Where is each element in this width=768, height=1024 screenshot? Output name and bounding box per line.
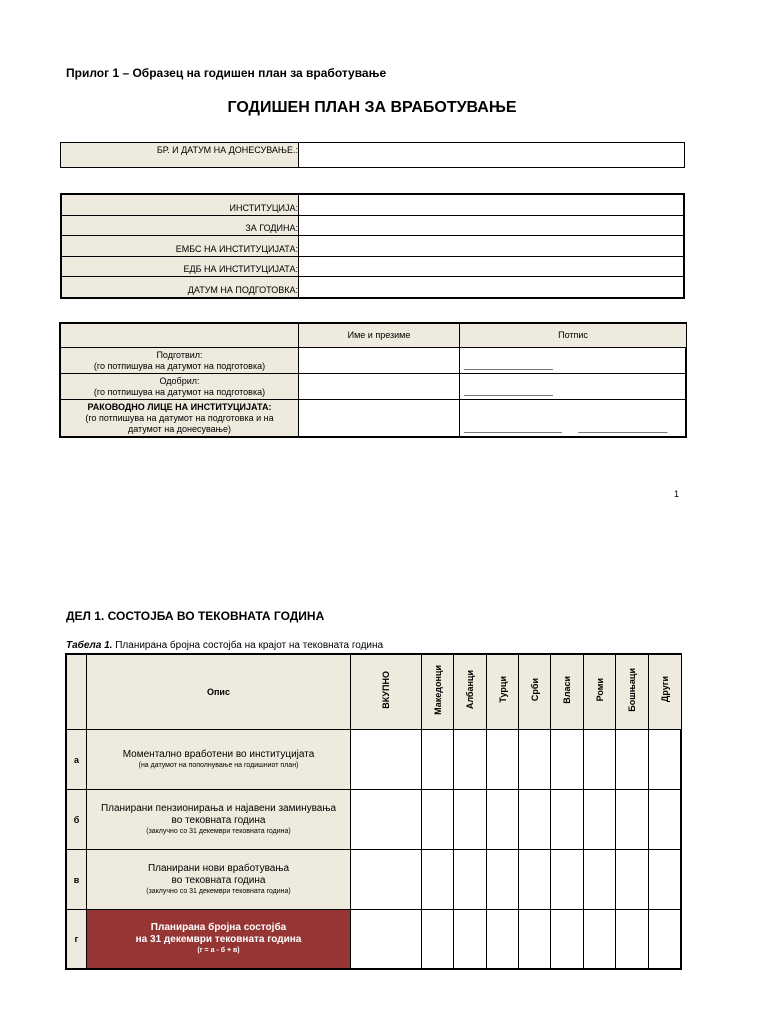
prepared-by-note: (го потпишува на датумот на подготовка) (93, 360, 266, 371)
prepared-by-name-field[interactable] (299, 348, 460, 374)
row-description (87, 850, 351, 910)
letter-header (67, 655, 87, 730)
row-letter: г (67, 910, 87, 969)
ethnic-cell[interactable] (551, 730, 584, 790)
ethnic-cell[interactable] (422, 790, 454, 850)
page-number: 1 (674, 489, 680, 499)
ethnic-cell[interactable] (551, 790, 584, 850)
col-ethnic-label: Турци (497, 676, 508, 703)
ethnic-cell[interactable] (649, 730, 682, 790)
row-description-note: (г = а - б + в) (197, 947, 240, 954)
edb-field[interactable] (299, 256, 685, 277)
ethnic-cell[interactable] (584, 730, 616, 790)
col-total-label: ВКУПНО (381, 670, 391, 709)
ethnic-cell[interactable] (487, 910, 519, 969)
col-ethnic-label: Роми (594, 677, 605, 702)
row-description-line: Моментално вработени во институцијата (122, 748, 315, 760)
ethnic-cell[interactable] (616, 850, 649, 910)
head-of-institution-label (61, 400, 299, 437)
total-cell[interactable] (351, 730, 422, 790)
approved-by-label (61, 374, 299, 400)
col-ethnic-label: Албанци (465, 669, 475, 710)
signature-line: ______________________ (464, 424, 562, 433)
ethnic-cell[interactable] (422, 730, 454, 790)
col-name-header: Име и презиме (299, 324, 460, 348)
table-row (67, 790, 682, 850)
ethnic-cell[interactable] (454, 730, 487, 790)
ethnic-cell[interactable] (422, 850, 454, 910)
table-caption-number: Табела 1. (66, 640, 113, 651)
col-ethnic-label: Власи (562, 675, 572, 704)
row-letter: а (67, 730, 87, 790)
row-description-line: во тековната година (171, 874, 266, 886)
col-ethnic-header (519, 655, 551, 730)
col-ethnic-label: Други (660, 676, 670, 703)
ethnic-cell[interactable] (616, 910, 649, 969)
head-signature-field[interactable] (460, 400, 687, 437)
prepared-by-signature-field[interactable] (460, 348, 687, 374)
signatures-table (60, 323, 687, 437)
ethnic-cell[interactable] (454, 910, 487, 969)
row-description-note: (заклучно со 31 декември тековната година) (146, 827, 291, 835)
ethnic-cell[interactable] (487, 730, 519, 790)
row-description-line: Планирана бројна состојба (150, 922, 287, 933)
table-caption (66, 640, 383, 651)
adoption-value-field[interactable] (299, 143, 685, 168)
ethnic-cell[interactable] (519, 790, 551, 850)
ethnic-cell[interactable] (454, 790, 487, 850)
edb-label: ЕДБ НА ИНСТИТУЦИЈАТА: (62, 256, 299, 277)
row-description (87, 790, 351, 850)
approved-by-signature-field[interactable] (460, 374, 687, 400)
section-title: ДЕЛ 1. СОСТОЈБА ВО ТЕКОВНАТА ГОДИНА (66, 609, 325, 623)
col-total-header (351, 655, 422, 730)
embs-label: ЕМБС НА ИНСТИТУЦИЈАТА: (62, 236, 299, 257)
col-ethnic-label: Македонци (432, 664, 443, 715)
table-row (67, 730, 682, 790)
annex-label: Прилог 1 – Образец на годишен план за вработување (66, 66, 387, 80)
ethnic-cell[interactable] (584, 790, 616, 850)
head-title: РАКОВОДНО ЛИЦЕ НА ИНСТИТУЦИЈАТА: (87, 401, 272, 412)
staffing-table (66, 654, 682, 969)
ethnic-cell[interactable] (519, 730, 551, 790)
col-ethnic-header (616, 655, 649, 730)
table-row (67, 850, 682, 910)
year-field[interactable] (299, 215, 685, 236)
col-ethnic-label: Бошњаци (627, 667, 637, 712)
ethnic-cell[interactable] (649, 910, 682, 969)
ethnic-cell[interactable] (454, 850, 487, 910)
ethnic-cell[interactable] (519, 910, 551, 969)
col-ethnic-header (454, 655, 487, 730)
table-row (67, 910, 682, 969)
col-ethnic-header (584, 655, 616, 730)
approved-by-title: Одобрил: (159, 375, 200, 386)
col-ethnic-header (551, 655, 584, 730)
ethnic-cell[interactable] (487, 790, 519, 850)
row-letter: б (67, 790, 87, 850)
preparation-date-field[interactable] (299, 277, 685, 298)
document-title: ГОДИШЕН ПЛАН ЗА ВРАБОТУВАЊЕ (227, 99, 517, 116)
row-description-highlight (87, 910, 351, 969)
year-label: ЗА ГОДИНА: (62, 215, 299, 236)
col-ethnic-label: Срби (529, 677, 540, 702)
ethnic-cell[interactable] (649, 850, 682, 910)
row-description-line: Планирани пензионирања и најавени заминувања (100, 802, 337, 814)
institution-table (61, 194, 685, 298)
row-description-line: во тековната година (171, 814, 266, 826)
ethnic-cell[interactable] (649, 790, 682, 850)
signature-line: ____________________ (464, 361, 553, 370)
ethnic-cell[interactable] (584, 910, 616, 969)
row-description-note: (заклучно со 31 декември тековната година) (146, 887, 291, 895)
col-sign-header: Потпис (460, 324, 687, 348)
ethnic-cell[interactable] (584, 850, 616, 910)
row-description-note: (на датумот на пополнување на годишниот план) (138, 761, 299, 769)
head-note: (го потпишува на датумот на подготовка и на датумот на донесување) (85, 412, 274, 434)
ethnic-cell[interactable] (487, 850, 519, 910)
signature-line-second: ____________________ (578, 424, 668, 433)
approved-by-name-field[interactable] (299, 374, 460, 400)
row-description-line: на 31 декември тековната година (135, 934, 302, 945)
preparation-date-label: ДАТУМ НА ПОДГОТОВКА: (62, 277, 299, 298)
signature-line: ____________________ (464, 387, 553, 396)
col-ethnic-header (487, 655, 519, 730)
adoption-label: БР. И ДАТУМ НА ДОНЕСУВАЊЕ.: (61, 143, 299, 168)
prepared-by-title: Подготвил: (156, 349, 203, 360)
approved-by-note: (го потпишува на датумот на подготовка) (93, 386, 266, 397)
table-caption-text: Планирана бројна состојба на крајот на тековната година (112, 640, 384, 651)
signatures-corner (61, 324, 299, 348)
ethnic-cell[interactable] (551, 850, 584, 910)
head-name-field[interactable] (299, 400, 460, 437)
ethnic-cell[interactable] (551, 910, 584, 969)
total-cell[interactable] (351, 910, 422, 969)
embs-field[interactable] (299, 236, 685, 257)
institution-field[interactable] (299, 195, 685, 216)
ethnic-cell[interactable] (616, 730, 649, 790)
col-ethnic-header (422, 655, 454, 730)
ethnic-cell[interactable] (422, 910, 454, 969)
adoption-table (60, 142, 685, 168)
total-cell[interactable] (351, 790, 422, 850)
total-cell[interactable] (351, 850, 422, 910)
ethnic-cell[interactable] (616, 790, 649, 850)
row-description (87, 730, 351, 790)
ethnic-cell[interactable] (519, 850, 551, 910)
col-ethnic-header (649, 655, 682, 730)
row-letter: в (67, 850, 87, 910)
col-description-header: Опис (87, 655, 351, 730)
row-description-line: Планирани нови вработувања (147, 862, 290, 874)
institution-label: ИНСТИТУЦИЈА: (62, 195, 299, 216)
prepared-by-label (61, 348, 299, 374)
